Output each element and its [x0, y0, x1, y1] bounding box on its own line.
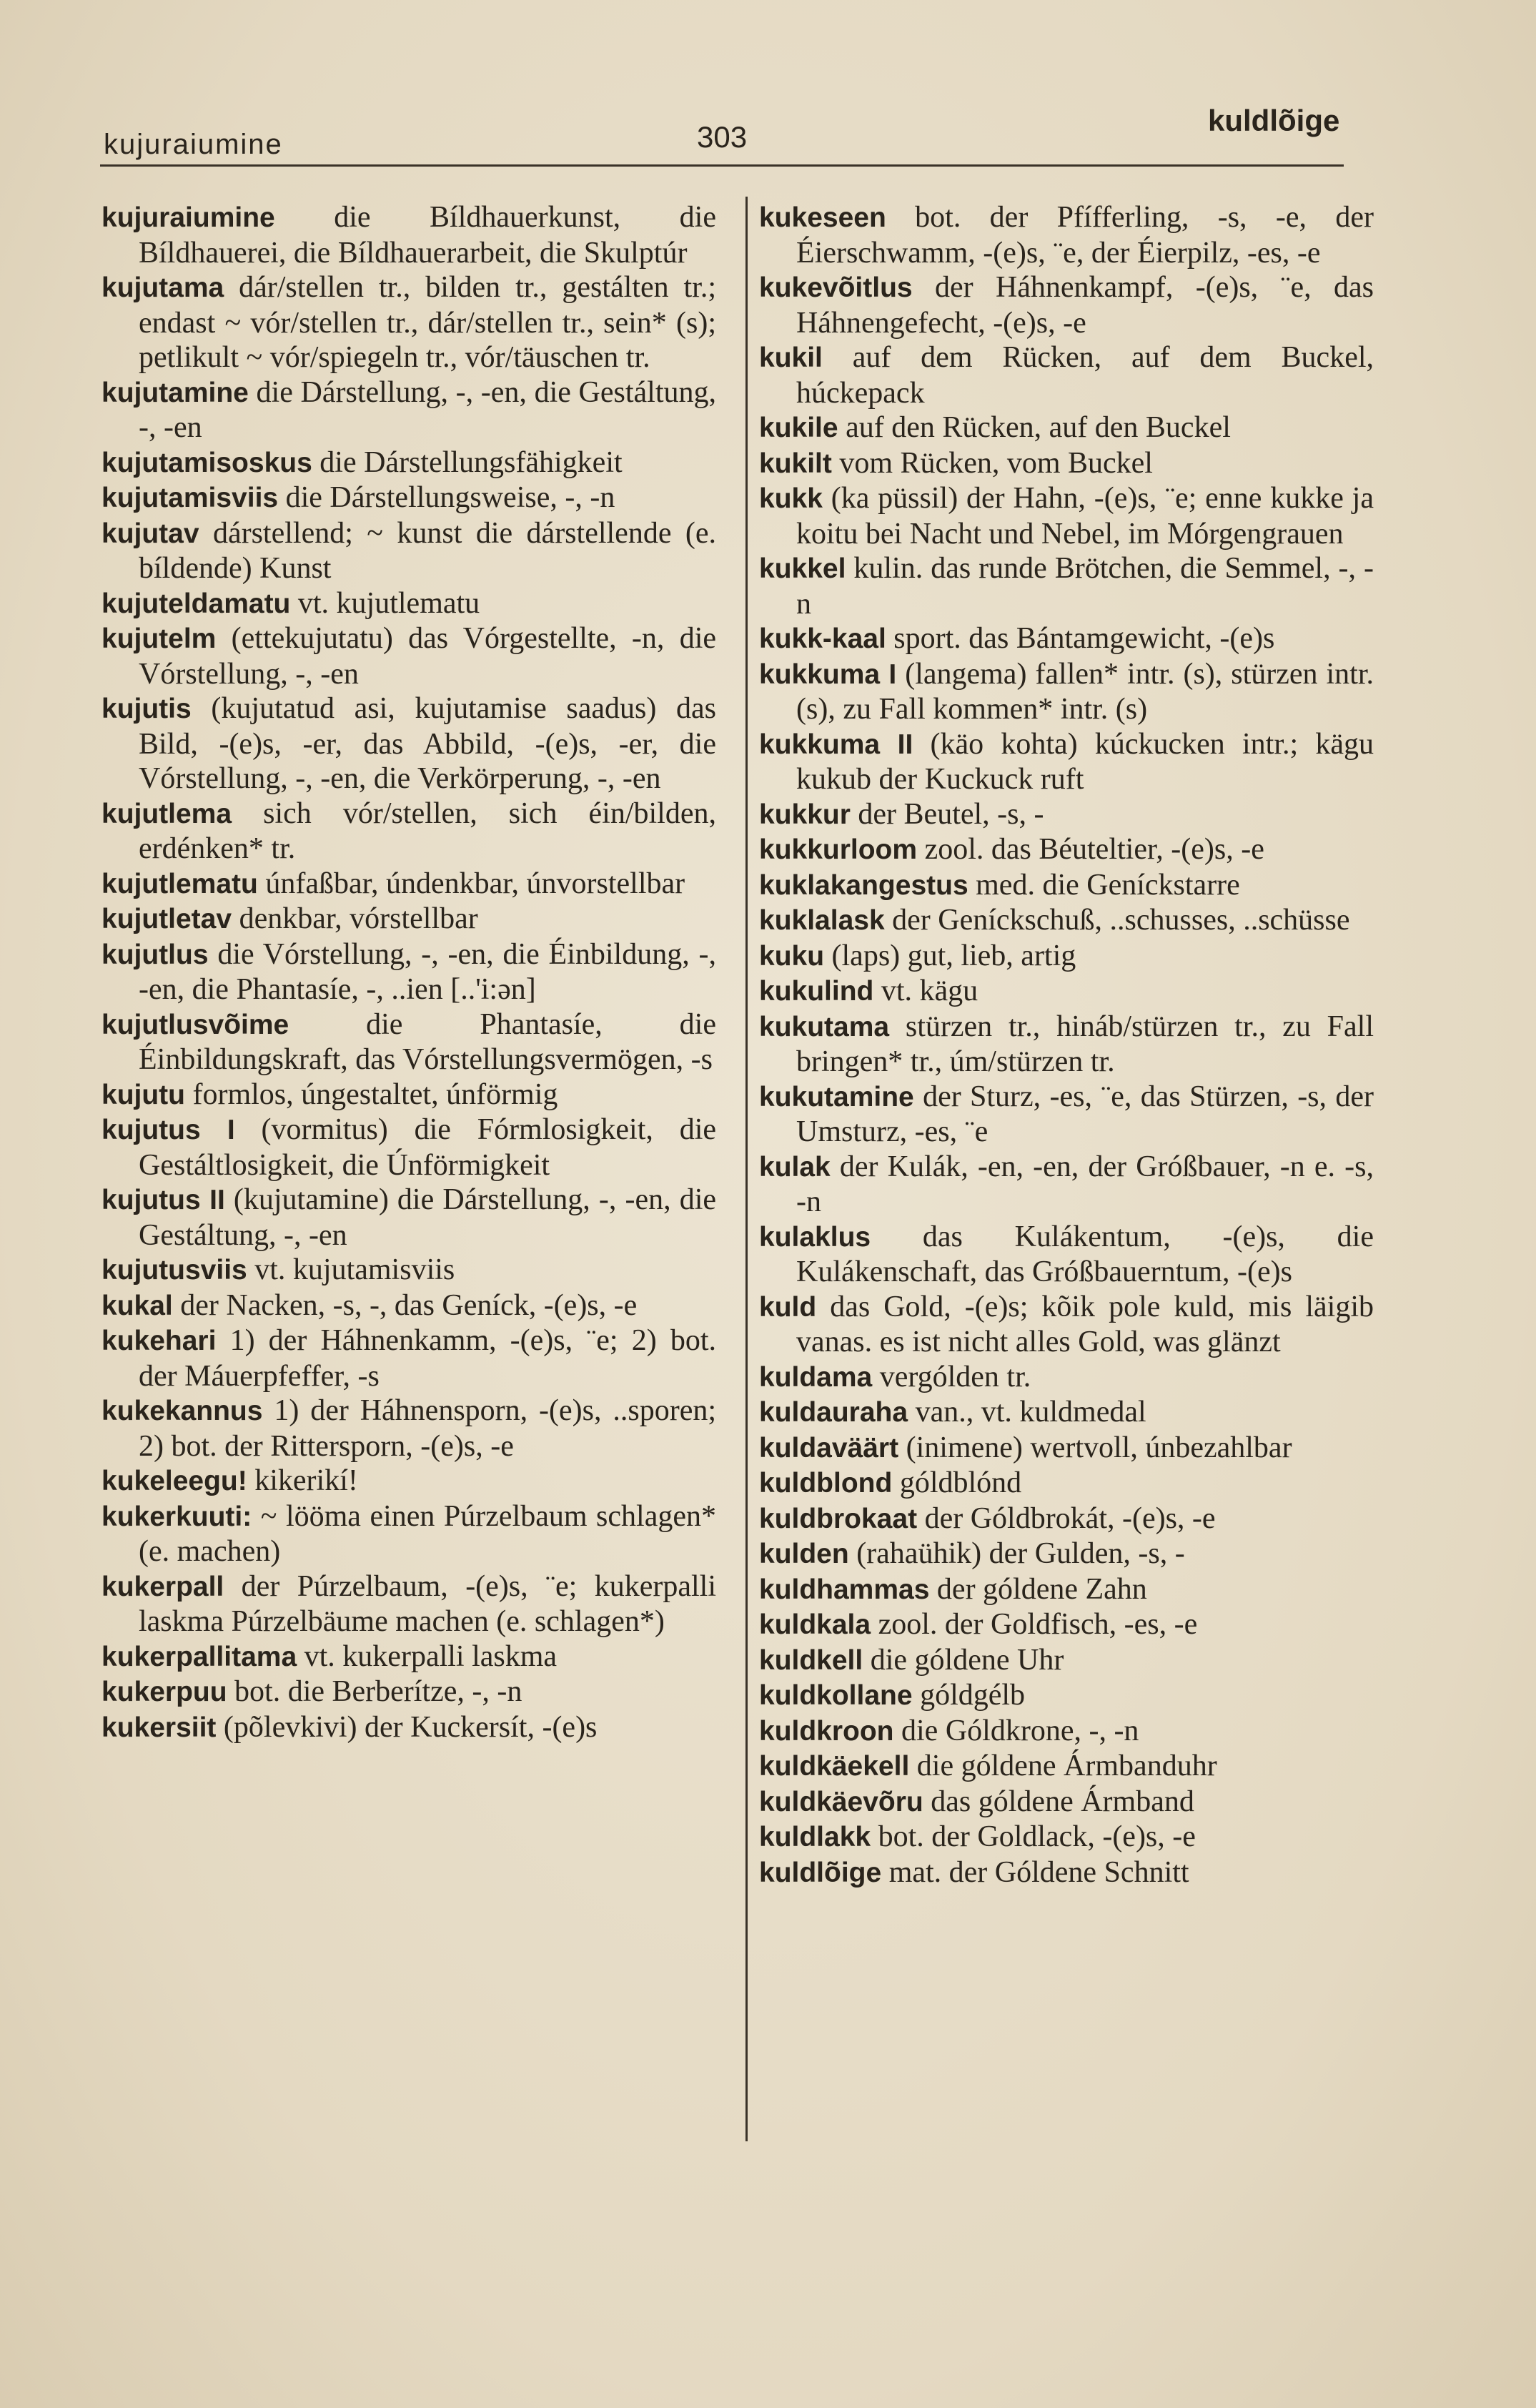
entry-headword: kujutus I	[101, 1115, 235, 1145]
entry-headword: kukerpuu	[101, 1677, 227, 1707]
entry-definition: (ettekujutatu) das Vórgestellte, -n, die Vórstellung, -, -en	[139, 622, 717, 691]
entry-headword: kukutama	[759, 1011, 890, 1042]
entry-definition: vom Rücken, vom Buckel	[839, 446, 1153, 480]
entry-definition: (laps) gut, lieb, artig	[831, 939, 1076, 972]
entry-headword: kukkur	[759, 799, 851, 830]
entry-headword: kukulind	[759, 976, 874, 1007]
entry-headword: kuldauraha	[759, 1397, 908, 1428]
entry-definition: formlos, úngestaltet, únförmig	[192, 1077, 558, 1111]
dictionary-entry	[101, 1007, 716, 1077]
entry-headword: kukeseen	[759, 202, 886, 233]
dictionary-entry	[759, 1431, 1374, 1466]
entry-headword: kujutamisoskus	[101, 447, 312, 478]
entry-headword: kujutelm	[101, 623, 217, 654]
dictionary-entry	[101, 937, 716, 1007]
entry-headword: kukerpall	[101, 1571, 224, 1602]
entry-headword: kulak	[759, 1151, 831, 1183]
right-column	[759, 200, 1374, 1890]
entry-headword: kukkuma II	[759, 729, 913, 760]
dictionary-entry	[759, 1080, 1374, 1150]
entry-definition: ~ lööma einen Púrzelbaum schlagen* (e. machen)	[139, 1499, 716, 1568]
entry-definition: das Kulákentum, -(e)s, die Kulákenschaft, das Gróßbauerntum, -(e)s	[796, 1220, 1374, 1288]
entry-headword: kuldkell	[759, 1644, 863, 1676]
header-rule	[100, 164, 1344, 167]
dictionary-entry	[759, 1395, 1374, 1431]
entry-definition: der Geníckschuß, ..schusses, ..schüsse	[892, 904, 1350, 937]
entry-headword: kujuraiumine	[101, 202, 275, 233]
entry-definition: bot. die Berberítze, -, -n	[234, 1675, 522, 1708]
entry-headword: kujutus II	[101, 1185, 225, 1215]
dictionary-entry	[759, 1150, 1374, 1220]
entry-definition: der Kulák, -en, -en, der Gróßbauer, -n e. -s, -n	[796, 1150, 1374, 1218]
entry-definition: vt. kujutamisviis	[254, 1253, 455, 1286]
entry-headword: kujutlematu	[101, 868, 258, 899]
entry-definition: vergólden tr.	[879, 1360, 1031, 1393]
dictionary-entry	[759, 551, 1374, 621]
entry-headword: kukile	[759, 413, 838, 443]
dictionary-entry	[101, 691, 716, 796]
page-number: 303	[697, 120, 748, 154]
entry-definition: die Phantasíe, die Éinbildungskraft, das Vórstellungsvermögen, -s	[139, 1007, 716, 1076]
entry-definition: (kujutatud asi, kujutamise saadus) das Bild, -(e)s, -er, das Abbild, -(e)s, -er, die Vórstellung, -, -en, die Verkörperung, -, -en	[139, 692, 716, 795]
dictionary-entry	[101, 586, 716, 622]
entry-headword: kukil	[759, 342, 823, 373]
entry-definition: denkbar, vórstellbar	[239, 902, 478, 935]
dictionary-entry	[759, 832, 1374, 868]
column-divider	[745, 197, 748, 2141]
entry-definition: die Dárstellung, -, -en, die Gestáltung, -, -en	[139, 375, 717, 444]
entry-definition: der Beutel, -s, -	[858, 797, 1044, 831]
dictionary-entry	[759, 1360, 1374, 1396]
entry-headword: kuldblond	[759, 1468, 893, 1499]
entry-headword: kukeleegu!	[101, 1466, 247, 1496]
entry-definition: dár/stellen tr., bilden tr., gestálten tr.; endast ~ vór/stellen tr., dár/stellen tr., sein* (s); petlikult ~ vór/spiegeln tr., vór/täuschen tr.	[139, 271, 717, 374]
entry-headword: kukersiit	[101, 1712, 217, 1743]
entry-headword: kukekannus	[101, 1396, 263, 1426]
dictionary-entry	[101, 902, 716, 937]
entry-headword: kujutu	[101, 1079, 185, 1110]
entry-headword: kukevõitlus	[759, 272, 913, 303]
entry-definition: die Vórstellung, -, -en, die Éinbildung, -, -en, die Phantasíe, -, ..ien [..'i:ən]	[139, 937, 717, 1006]
dictionary-entry	[759, 621, 1374, 657]
entry-definition: van., vt. kuldmedal	[915, 1396, 1146, 1428]
dictionary-entry	[101, 796, 716, 867]
dictionary-entry	[759, 340, 1374, 410]
dictionary-entry	[101, 621, 716, 691]
entry-headword: kujutlema	[101, 798, 232, 829]
dictionary-entry	[759, 481, 1374, 551]
entry-headword: kujutama	[101, 272, 224, 303]
entry-definition: (põlevkivi) der Kuckersít, -(e)s	[223, 1710, 598, 1744]
entry-headword: kujuteldamatu	[101, 588, 291, 619]
entry-definition: (käo kohta) kúckucken intr.; kägu kukub der Kuckuck ruft	[796, 727, 1374, 796]
dictionary-entry	[759, 1785, 1374, 1820]
dictionary-entry	[101, 867, 716, 902]
dictionary-entry	[759, 903, 1374, 939]
dictionary-entry	[759, 410, 1374, 446]
dictionary-entry	[759, 1290, 1374, 1360]
dictionary-entry	[759, 1572, 1374, 1608]
dictionary-entry	[759, 797, 1374, 833]
dictionary-entry	[759, 1536, 1374, 1572]
entry-headword: kukk-kaal	[759, 623, 886, 654]
entry-headword: kukerkuuti:	[101, 1501, 252, 1532]
entry-definition: kikerikí!	[254, 1464, 358, 1497]
dictionary-entry	[759, 1820, 1374, 1855]
left-column	[101, 200, 716, 1745]
entry-definition: (langema) fallen* intr. (s), stürzen intr. (s), zu Fall kommen* intr. (s)	[796, 657, 1374, 726]
entry-headword: kuklakangestus	[759, 869, 968, 901]
entry-definition: die Bíldhauerkunst, die Bíldhauerei, die Bíldhauerarbeit, die Skulptúr	[139, 201, 716, 270]
entry-headword: kulden	[759, 1539, 849, 1569]
entry-headword: kuldlakk	[759, 1822, 871, 1852]
entry-definition: das Gold, -(e)s; kõik pole kuld, mis läigib vanas. es ist nicht alles Gold, was glänzt	[796, 1290, 1374, 1358]
entry-definition: únfaßbar, úndenkbar, únvorstellbar	[265, 867, 685, 900]
dictionary-entry	[101, 200, 716, 270]
dictionary-entry	[759, 939, 1374, 974]
entry-definition: der Nacken, -s, -, das Geníck, -(e)s, -e	[180, 1288, 638, 1322]
entry-definition: 1) der Háhnenkamm, -(e)s, ¨e; 2) bot. der Máuerpfeffer, -s	[139, 1324, 716, 1393]
entry-headword: kuldkäekell	[759, 1751, 910, 1782]
entry-headword: kujutletav	[101, 904, 232, 934]
entry-definition: der Góldbrokát, -(e)s, -e	[924, 1501, 1216, 1535]
running-head-right: kuldlõige	[1208, 104, 1340, 137]
dictionary-entry	[759, 1501, 1374, 1537]
entry-headword: kukal	[101, 1290, 173, 1321]
dictionary-entry	[101, 1253, 716, 1288]
entry-definition: mat. der Góldene Schnitt	[888, 1855, 1189, 1889]
dictionary-entry	[759, 1010, 1374, 1080]
entry-headword: kukerpallitama	[101, 1641, 297, 1672]
entry-definition: die góldene Ármbanduhr	[916, 1750, 1217, 1782]
dictionary-entry	[101, 1639, 716, 1675]
entry-definition: vt. kukerpalli laskma	[304, 1639, 558, 1673]
entry-definition: der góldene Zahn	[936, 1572, 1147, 1606]
entry-definition: (rahaühik) der Gulden, -s, -	[856, 1537, 1185, 1570]
dictionary-entry	[759, 1466, 1374, 1501]
dictionary-entry	[759, 200, 1374, 270]
entry-definition: zool. der Goldfisch, -es, -e	[878, 1608, 1198, 1641]
dictionary-entry	[101, 480, 716, 516]
dictionary-entry	[101, 1569, 716, 1639]
entry-definition: bot. der Goldlack, -(e)s, -e	[878, 1820, 1196, 1853]
entry-definition: 1) der Háhnensporn, -(e)s, ..sporen; 2) bot. der Rittersporn, -(e)s, -e	[139, 1394, 716, 1463]
entry-definition: der Háhnenkampf, -(e)s, ¨e, das Háhnengefecht, -(e)s, -e	[796, 271, 1374, 340]
entry-headword: kulaklus	[759, 1221, 871, 1253]
dictionary-entry	[759, 1749, 1374, 1785]
dictionary-entry	[759, 868, 1374, 904]
entry-definition: der Sturz, -es, ¨e, das Stürzen, -s, der Umsturz, -es, ¨e	[796, 1080, 1374, 1148]
entry-definition: auf dem Rücken, auf dem Buckel, húckepack	[796, 341, 1374, 410]
entry-headword: kujutlusvõime	[101, 1009, 289, 1040]
entry-headword: kukkel	[759, 553, 846, 584]
dictionary-entry	[759, 1643, 1374, 1679]
entry-definition: (kujutamine) die Dárstellung, -, -en, die Gestáltung, -, -en	[139, 1183, 717, 1252]
dictionary-entry	[759, 1220, 1374, 1290]
entry-definition: góldgélb	[920, 1679, 1026, 1712]
entry-headword: kuldkroon	[759, 1715, 894, 1747]
dictionary-entry	[101, 270, 716, 375]
dictionary-entry	[101, 1323, 716, 1393]
entry-headword: kuldhammas	[759, 1574, 930, 1605]
entry-headword: kuldlõige	[759, 1857, 882, 1888]
entry-headword: kujutamisviis	[101, 483, 279, 513]
entry-definition: auf den Rücken, auf den Buckel	[846, 411, 1231, 444]
entry-definition: stürzen tr., hináb/stürzen tr., zu Fall bringen* tr., úm/stürzen tr.	[796, 1010, 1374, 1078]
dictionary-entry	[759, 657, 1374, 727]
dictionary-entry	[759, 446, 1374, 482]
entry-headword: kuku	[759, 940, 825, 972]
entry-definition: die Dárstellungsfähigkeit	[319, 445, 623, 479]
dictionary-entry	[101, 1674, 716, 1710]
dictionary-entry	[759, 727, 1374, 797]
entry-headword: kukkurloom	[759, 834, 918, 865]
dictionary-entry	[101, 375, 716, 445]
entry-headword: kuld	[759, 1291, 817, 1323]
entry-headword: kuldkäevõru	[759, 1786, 923, 1817]
dictionary-entry	[101, 1393, 716, 1464]
entry-definition: das góldene Ármband	[931, 1785, 1194, 1818]
entry-headword: kujutlus	[101, 939, 209, 970]
dictionary-entry	[101, 1183, 716, 1253]
entry-definition: (ka püssil) der Hahn, -(e)s, ¨e; enne kukke ja koitu bei Nacht und Nebel, im Mórgengrauen	[796, 482, 1374, 551]
entry-definition: sport. das Bántamgewicht, -(e)s	[893, 622, 1275, 655]
entry-definition: kulin. das runde Brötchen, die Semmel, -, -n	[796, 552, 1374, 621]
dictionary-entry	[101, 1499, 716, 1569]
entry-headword: kuldama	[759, 1361, 873, 1393]
entry-definition: med. die Geníckstarre	[976, 868, 1240, 902]
running-head-left: kujuraiumine	[104, 129, 283, 160]
entry-definition: zool. das Béuteltier, -(e)s, -e	[924, 833, 1264, 866]
entry-headword: kujutusviis	[101, 1255, 247, 1286]
entry-headword: kukkuma I	[759, 658, 897, 690]
entry-definition: der Púrzelbaum, -(e)s, ¨e; kukerpalli laskma Púrzelbäume machen (e. schlagen*)	[139, 1569, 717, 1638]
dictionary-entry	[101, 445, 716, 481]
entry-headword: kujutamine	[101, 377, 249, 408]
dictionary-entry	[101, 1112, 716, 1183]
entry-headword: kuldaväärt	[759, 1432, 899, 1464]
dictionary-entry	[759, 1678, 1374, 1714]
entry-definition: bot. der Pfífferling, -s, -e, der Éierschwamm, -(e)s, ¨e, der Éierpilz, -es, -e	[796, 201, 1374, 270]
entry-definition: die Góldkrone, -, -n	[901, 1714, 1139, 1747]
entry-headword: kujutis	[101, 694, 192, 724]
dictionary-entry	[759, 1607, 1374, 1643]
entry-definition: vt. kägu	[881, 974, 978, 1007]
dictionary-entry	[101, 1077, 716, 1113]
entry-headword: kuldkala	[759, 1609, 871, 1640]
entry-definition: dárstellend; ~ kunst die dárstellende (e. bíldende) Kunst	[139, 516, 716, 585]
entry-headword: kukehari	[101, 1326, 217, 1356]
dictionary-entry	[759, 1855, 1374, 1891]
dictionary-entry	[101, 1710, 716, 1746]
dictionary-entry	[101, 516, 716, 586]
dictionary-entry	[759, 270, 1374, 340]
entry-headword: kukutamine	[759, 1081, 914, 1112]
entry-definition: (inimene) wertvoll, únbezahlbar	[906, 1431, 1292, 1464]
entry-headword: kujutav	[101, 518, 199, 549]
entry-definition: die Dárstellungsweise, -, -n	[285, 481, 615, 514]
dictionary-entry	[101, 1464, 716, 1499]
dictionary-entry	[759, 1714, 1374, 1750]
entry-headword: kukk	[759, 483, 823, 514]
entry-headword: kuklalask	[759, 905, 885, 936]
entry-definition: vt. kujutlematu	[297, 586, 480, 620]
entry-headword: kuldkollane	[759, 1680, 913, 1711]
entry-headword: kuldbrokaat	[759, 1503, 918, 1534]
dictionary-entry	[101, 1288, 716, 1324]
entry-definition: die góldene Uhr	[870, 1643, 1064, 1677]
entry-definition: góldblónd	[899, 1466, 1022, 1499]
dictionary-entry	[759, 974, 1374, 1010]
entry-headword: kukilt	[759, 448, 832, 479]
entry-definition: (vormitus) die Fórmlosigkeit, die Gestáltlosigkeit, die Únförmigkeit	[139, 1113, 717, 1182]
entry-definition: sich vór/stellen, sich éin/bilden, erdénken* tr.	[139, 796, 716, 865]
